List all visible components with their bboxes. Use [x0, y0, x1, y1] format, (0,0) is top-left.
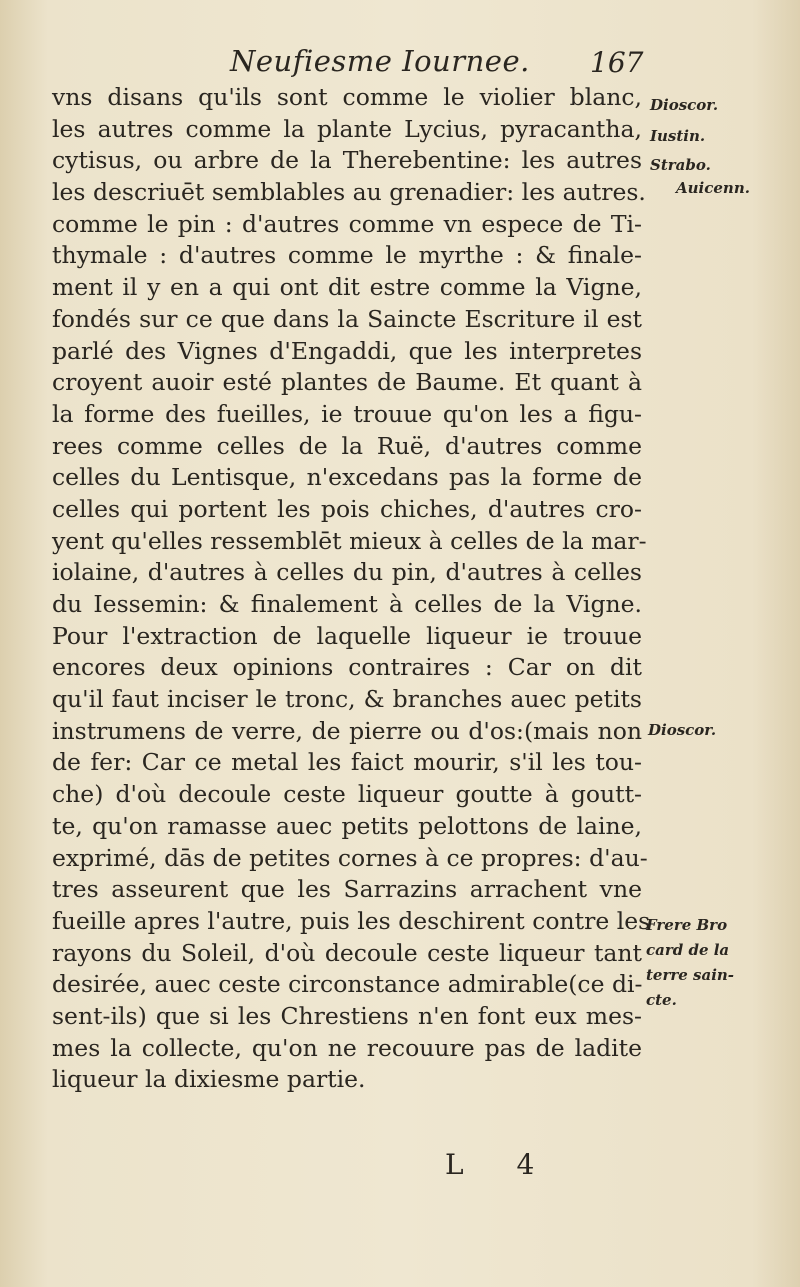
margin-note-frere-line1: Frere Bro	[646, 916, 728, 934]
margin-note-dioscor: Dioscor.	[650, 96, 719, 114]
text-line: les descriuēt semblables au grenadier: les autres.	[52, 178, 646, 207]
text-line: fueille apres l'autre, puis les deschirent contre les	[52, 906, 651, 935]
text-line: liqueur la dixiesme partie.	[52, 1065, 366, 1094]
text-line: celles qui portent les pois chiches, d'autres cro-	[52, 494, 642, 523]
text-line: iolaine, d'autres à celles du pin, d'autres à celles	[52, 558, 642, 587]
text-line: yent qu'elles ressemblēt mieux à celles de la mar-	[52, 526, 647, 555]
text-line: du Iessemin: & finalement à celles de la Vigne.	[52, 590, 642, 618]
text-line: cytisus, ou arbre de la Therebentine: les autres	[52, 146, 642, 175]
text-line: desirée, auec ceste circonstance admirable(ce di-	[52, 970, 643, 999]
margin-note-frere-line4: cte.	[646, 991, 677, 1009]
text-line: te, qu'on ramasse auec petits pelottons de laine,	[52, 811, 642, 840]
text-line: celles du Lentisque, n'excedans pas la forme de	[52, 463, 642, 492]
text-line: croyent auoir esté plantes de Baume. Et quant à	[52, 368, 642, 397]
text-line: rayons du Soleil, d'où decoule ceste liqueur tant	[52, 938, 642, 967]
text-line: vns disans qu'ils sont comme le violier blanc,	[52, 83, 642, 111]
margin-note-auicenn: Auicenn.	[676, 179, 750, 197]
text-line: les autres comme la plante Lycius, pyracantha,	[52, 114, 642, 143]
text-line: comme le pin : d'autres comme vn espece de Ti-	[52, 209, 642, 238]
text-line: exprimé, dās de petites cornes à ce propres: d'au-	[52, 843, 648, 872]
text-line: rees comme celles de la Ruë, d'autres comme	[52, 431, 642, 460]
margin-note-strabo: Strabo.	[650, 156, 711, 174]
text-line: la forme des fueilles, ie trouue qu'on les a figu-	[52, 399, 642, 428]
text-line: fondés sur ce que dans la Saincte Escriture il est	[52, 304, 642, 333]
text-line: sent-ils) que si les Chrestiens n'en font eux mes-	[52, 1001, 642, 1030]
margin-note-frere-line2: card de la	[646, 941, 730, 959]
margin-note-frere-line3: terre sain-	[646, 966, 735, 984]
text-line: mes la collecte, qu'on ne recouure pas de ladite	[52, 1033, 642, 1062]
text-line: Pour l'extraction de laquelle liqueur ie trouue	[52, 621, 642, 650]
margin-note-iustin: Iustin.	[650, 127, 706, 145]
text-line: che) d'où decoule ceste liqueur goutte à goutt-	[52, 780, 642, 809]
page-number: 167	[590, 46, 644, 79]
text-line: de fer: Car ce metal les faict mourir, s'il les tou-	[52, 748, 642, 777]
running-title: Neufiesme Iournee.	[230, 44, 530, 78]
signature-mark: L 4	[445, 1148, 557, 1181]
text-line: qu'il faut inciser le tronc, & branches auec petits	[52, 685, 642, 714]
body-text	[52, 82, 651, 1096]
text-line: tres asseurent que les Sarrazins arrachent vne	[52, 875, 642, 904]
text-line: instrumens de verre, de pierre ou d'os:(mais non	[52, 716, 642, 745]
text-line: thymale : d'autres comme le myrthe : & finale-	[52, 241, 642, 270]
text-line: parlé des Vignes d'Engaddi, que les interpretes	[52, 336, 642, 365]
margin-note-dioscor-2: Dioscor.	[648, 721, 717, 739]
text-line: encores deux opinions contraires : Car on dit	[52, 653, 642, 682]
text-line: ment il y en a qui ont dit estre comme la Vigne,	[52, 273, 642, 302]
